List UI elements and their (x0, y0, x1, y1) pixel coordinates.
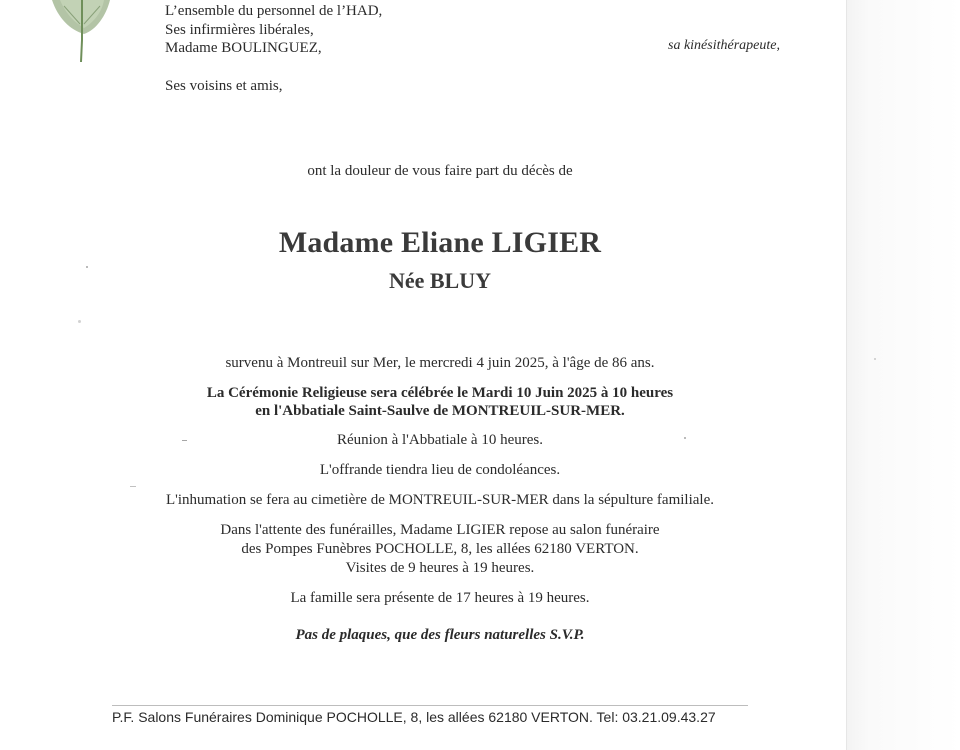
meeting-line: Réunion à l'Abbatiale à 10 heures. (337, 432, 543, 448)
visitation-line-1: Dans l'attente des funérailles, Madame LIGIER repose au salon funéraire (220, 522, 660, 538)
scan-speck (78, 320, 81, 323)
death-info: survenu à Montreuil sur Mer, le mercredi 4 juin 2025, à l'âge de 86 ans. (225, 355, 655, 371)
funeral-home-footer: P.F. Salons Funéraires Dominique POCHOLLE, 8, les allées 62180 VERTON. Tel: 03.21.09.43.27 (112, 709, 716, 725)
footer-divider (112, 705, 748, 706)
announcement-intro: ont la douleur de vous faire part du décès de (307, 163, 573, 179)
header-nurses-line: Ses infirmières libérales, (165, 22, 314, 38)
ceremony-place-line: en l'Abbatiale Saint-Saulve de MONTREUIL-SUR-MER. (255, 403, 625, 419)
leaf-decoration-icon (44, 0, 114, 70)
header-boulinguez-line: Madame BOULINGUEZ, (165, 40, 322, 56)
family-presence-line: La famille sera présente de 17 heures à 19 heures. (290, 590, 590, 606)
maiden-name: Née BLUY (388, 268, 492, 293)
header-neighbors-line: Ses voisins et amis, (165, 78, 283, 94)
header-physio-line: sa kinésithérapeute, (668, 38, 780, 53)
offering-line: L'offrande tiendra lieu de condoléances. (319, 462, 561, 478)
visitation-hours: Visites de 9 heures à 19 heures. (345, 560, 535, 576)
flowers-request: Pas de plaques, que des fleurs naturelles S.V.P. (295, 627, 585, 643)
scan-speck (130, 486, 136, 487)
deceased-name: Madame Eliane LIGIER (278, 226, 602, 259)
ceremony-date-line: La Cérémonie Religieuse sera célébrée le Mardi 10 Juin 2025 à 10 heures (206, 385, 674, 401)
header-staff-line: L’ensemble du personnel de l’HAD, (165, 3, 383, 19)
visitation-line-2: des Pompes Funèbres POCHOLLE, 8, les allées 62180 VERTON. (241, 541, 639, 557)
burial-line: L'inhumation se fera au cimetière de MONTREUIL-SUR-MER dans la sépulture familiale. (166, 492, 714, 508)
